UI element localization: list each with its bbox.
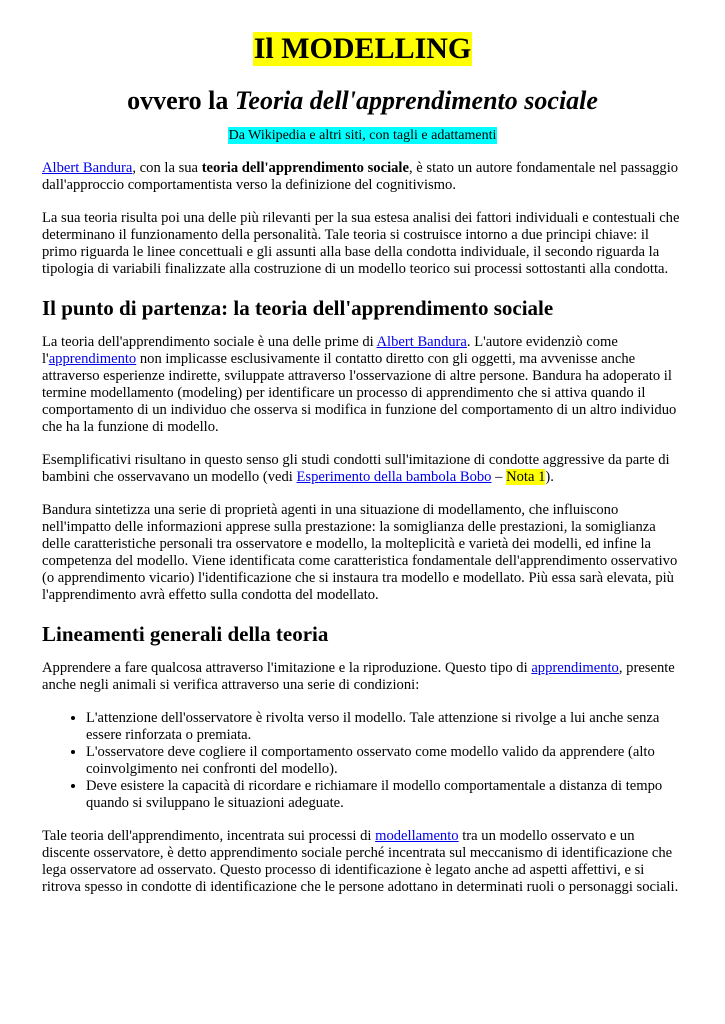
bobo-doll-experiment-link[interactable]: Esperimento della bambola Bobo [296, 469, 492, 485]
page-subtitle [42, 86, 683, 116]
intro-p1-bold: teoria dell'apprendimento sociale [201, 160, 409, 176]
s1-p1-text-b: . L'autore evidenziò come l' [42, 334, 618, 367]
title-block [42, 0, 683, 66]
section1-paragraph-1 [42, 334, 683, 436]
s1-p1-text-c: non implicasse esclusivamente il contatto diretto con gli oggetti, ma avvenisse anche attraverso esperienze indirette, sviluppate attraverso l'osservazione di altre persone. Bandura ha adoperato il termine modellamento (modeling) per identificare un processo di apprendimento che si attiva quando il comportamento di un individuo che osserva si modifica in funzione del comportamento di un altro individuo che ha la funzione di modello. [42, 351, 677, 435]
subtitle-italic: Teoria dell'apprendimento sociale [234, 86, 598, 115]
s2-p2-text-a: Tale teoria dell'apprendimento, incentrata sui processi di [42, 828, 376, 844]
conditions-list [42, 710, 683, 812]
section1-paragraph-3: Bandura sintetizza una serie di proprietà agenti in una situazione di modellamento, che influiscono nell'impatto delle informazioni apprese sulla prestazione: la somiglianza delle prestazioni, la somiglianza delle caratteristiche personali tra osservatore e modello, la molteplicità e varietà dei modelli, ed infine la competenza del modello. Viene identificata come caratteristica fondamentale dell'apprendimento osservativo (o apprendimento vicario) l'identificazione che si instaura tra modello e modellato. Più essa sarà elevata, più l'apprendimento avrà effetto sulla condotta del modellato. [42, 502, 678, 603]
subtitle-prefix: ovvero la [127, 86, 235, 115]
s1-p2-dash: – [491, 469, 507, 485]
note-1-highlight: Nota 1 [506, 469, 546, 485]
albert-bandura-link[interactable]: Albert Bandura [42, 160, 133, 176]
page-title: Il MODELLING [253, 32, 472, 65]
section2-paragraph-1 [42, 660, 683, 694]
albert-bandura-link-2[interactable]: Albert Bandura [376, 334, 467, 350]
apprendimento-link[interactable]: apprendimento [48, 351, 137, 367]
intro-paragraph-2: La sua teoria risulta poi una delle più rilevanti per la sua estesa analisi dei fattori individuali e contestuali che determinano il funzionamento della personalità. Tale teoria si costruisce intorno a due principi chiave: il primo riguarda le linee concettuali e gli assunti alla base della condotta individuale, il secondo riguarda la tipologia di variabili finalizzate alla costruzione di un modello teorico sui processi sottostanti alla condotta. [42, 210, 680, 277]
section-heading-general-outline: Lineamenti generali della teoria [42, 622, 329, 646]
intro-paragraph-1 [42, 160, 683, 194]
list-item: • Deve esistere la capacità di ricordare e richiamare il modello comportamentale a distanza di tempo quando si sviluppano le situazioni adeguate. [86, 778, 683, 812]
modellamento-link[interactable]: modellamento [375, 828, 459, 844]
section-heading-starting-point: Il punto di partenza: la teoria dell'apprendimento sociale [42, 296, 554, 320]
list-item: • L'osservatore deve cogliere il comportamento osservato come modello valido da apprendere (alto coinvolgimento nei confronti del modello). [86, 744, 683, 778]
source-block [42, 126, 683, 144]
s1-p2-text-b: ). [545, 469, 554, 485]
s1-p2-text-a: Esemplificativi risultano in questo senso gli studi condotti sull'imitazione di condotte aggressive da parte di bambini che osservavano un modello (vedi [42, 452, 670, 485]
s2-p1-text-a: Apprendere a fare qualcosa attraverso l'imitazione e la riproduzione. Questo tipo di [42, 660, 532, 676]
section1-paragraph-2 [42, 452, 683, 486]
s1-p1-text-a: La teoria dell'apprendimento sociale è una delle prime di [42, 334, 377, 350]
intro-p1-text-b: , è stato un autore fondamentale nel passaggio dall'approccio comportamentista verso la definizione del cognitivismo. [42, 160, 679, 193]
intro-p1-text-a: , con la sua [132, 160, 202, 176]
s2-p1-text-b: , presente anche negli animali si verifica attraverso una serie di condizioni: [42, 660, 675, 693]
list-item: • L'attenzione dell'osservatore è rivolta verso il modello. Tale attenzione si rivolge a lui anche senza essere rinforzata o premiata. [86, 710, 683, 744]
source-note: Da Wikipedia e altri siti, con tagli e adattamenti [228, 128, 497, 143]
apprendimento-link-2[interactable]: apprendimento [531, 660, 619, 676]
s2-p2-text-b: tra un modello osservato e un discente osservatore, è detto apprendimento sociale perché incentrata sul meccanismo di identificazione che lega osservatore ad osservato. Questo processo di identificazione è legato anche ad aspetti affettivi, e si ritrova spesso in condotte di identificazione che le persone adottano in determinati ruoli o personaggi sociali. [42, 828, 679, 895]
section2-paragraph-2 [42, 828, 683, 896]
